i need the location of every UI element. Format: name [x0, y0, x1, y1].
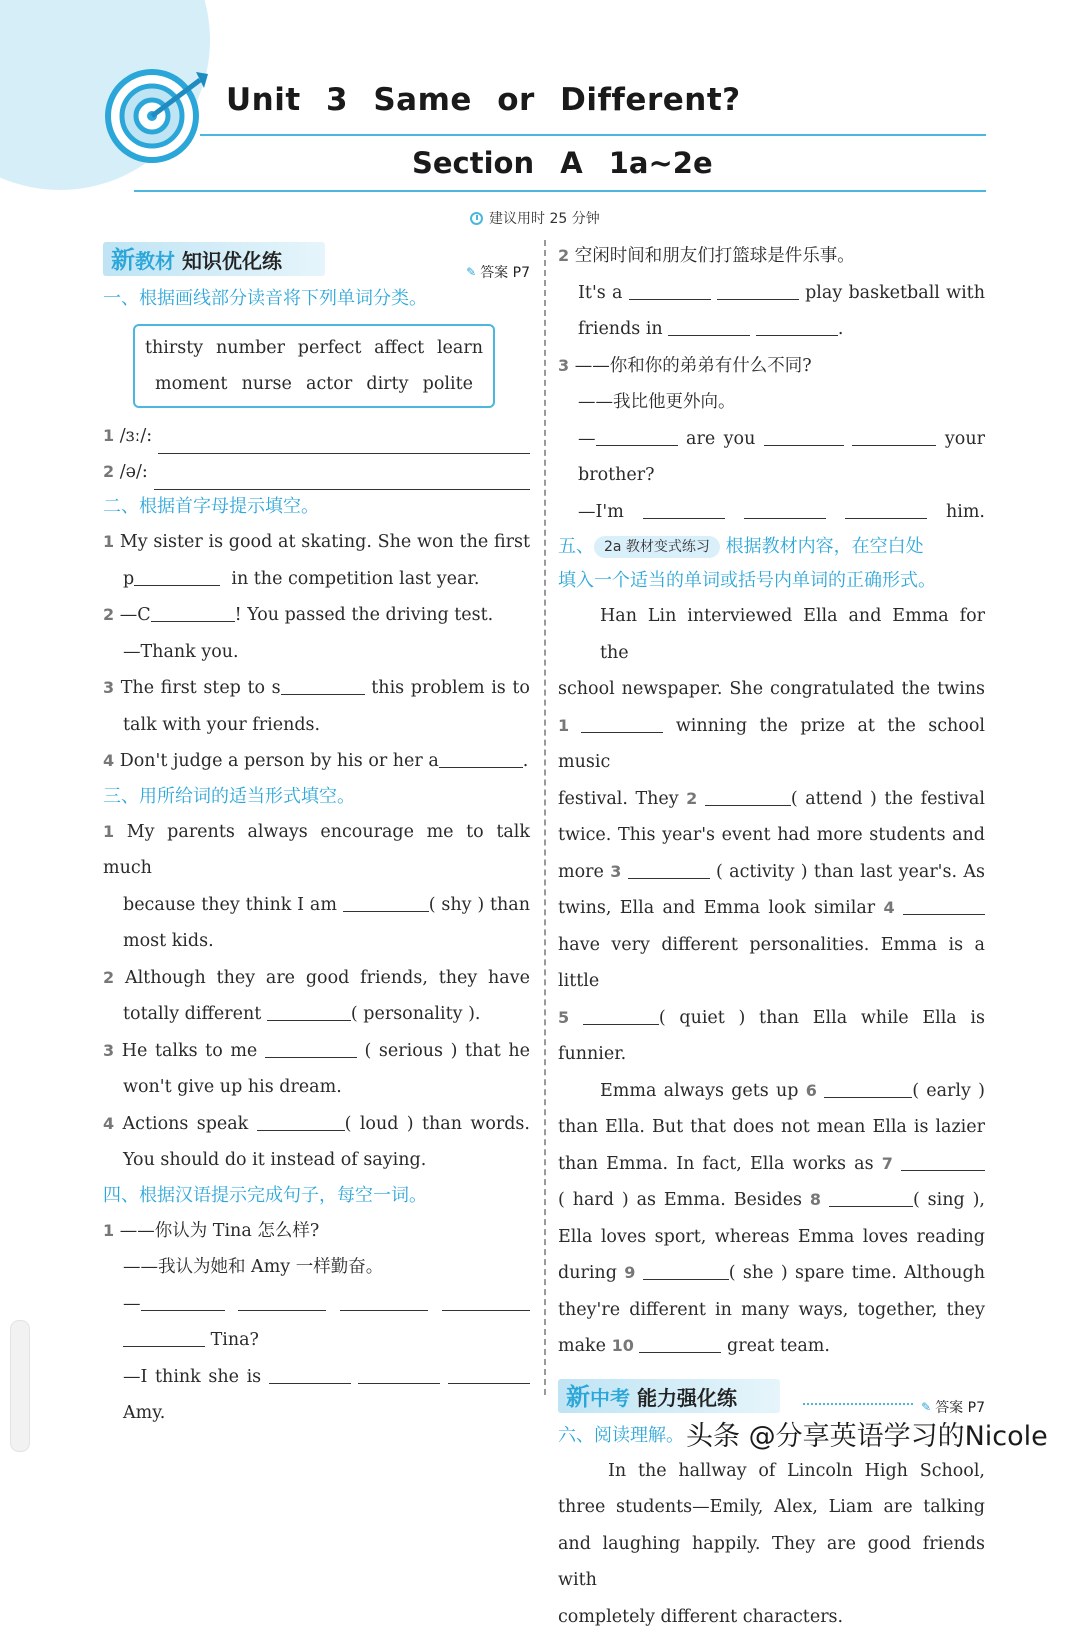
blank[interactable] [829, 1188, 913, 1207]
blank[interactable] [134, 567, 220, 586]
textbook-banner: 新教材 知识优化练 ✎ 答案 P7 [103, 238, 530, 282]
blank[interactable] [265, 1039, 357, 1058]
blank[interactable] [845, 500, 927, 519]
column-divider [544, 240, 546, 1395]
section-2-title: 二、根据首字母提示填空。 [103, 496, 319, 517]
answer-line[interactable] [158, 439, 530, 454]
blank[interactable] [852, 427, 936, 446]
blank[interactable] [705, 787, 791, 806]
section-4-title: 四、根据汉语提示完成句子，每空一词。 [103, 1184, 427, 1206]
left-column: 新教材 知识优化练 ✎ 答案 P7 一、根据画线部分读音将下列单词分类。 thirsty number perfect affect learn moment nurse actor dirty polite 1 /ɜː/: 2 /ə/: 二、根据首字母提示填空。 1 My sister is good at skating. She won the first p in the competition last year. 2 —C ! You passed the driving test. —Thank you. 3 The first step to s this problem is to talk with your friends. 4 Don't judge a person by his or her a . 三、用所给词的适当形式填空。 1 My parents always encourage me to talk much because they think I am ( shy ) than most kids. 2 Although they are good friends, they have totally different ( personality ). 3 He talks to me ( serious ) that he won't give up his dream. 4 Actions speak ( loud ) than words. You should do it instead of saying. 四、根据汉语提示完成句子，每空一词。 1 ——你认为 Tina 怎么样? ——我认为她和 Amy 一样勤奋。 — Tina? —I think she is Amy. [103, 238, 530, 1432]
blank[interactable] [717, 281, 799, 300]
blank[interactable] [439, 749, 523, 768]
blank[interactable] [257, 1112, 345, 1131]
blank[interactable] [629, 281, 711, 300]
blank[interactable] [596, 427, 678, 446]
blank[interactable] [269, 1365, 351, 1384]
scroll-handle[interactable] [10, 1320, 30, 1452]
blank[interactable] [643, 1261, 729, 1280]
section-5-title: 五、 2a 教材变式练习 根据教材内容，在空白处 [558, 536, 924, 557]
blank[interactable] [903, 896, 985, 915]
blank[interactable] [281, 676, 365, 695]
blank[interactable] [824, 1079, 912, 1098]
section-3-title: 三、用所给词的适当形式填空。 [103, 785, 355, 807]
blank[interactable] [628, 860, 710, 879]
blank[interactable] [238, 1292, 326, 1311]
pron-answer-2: 2 /ə/: [103, 454, 530, 490]
answer-ref: ✎ 答案 P7 [803, 1397, 985, 1417]
blank[interactable] [141, 1292, 225, 1311]
blank[interactable] [756, 317, 838, 336]
section-rule [134, 190, 986, 192]
target-icon [100, 66, 210, 166]
pen-icon: ✎ [921, 1399, 932, 1414]
section-6-title: 六、阅读理解。 [558, 1424, 684, 1446]
blank[interactable] [442, 1292, 530, 1311]
section-1-title: 一、根据画线部分读音将下列单词分类。 [103, 288, 427, 309]
title-rule [200, 134, 986, 136]
blank[interactable] [744, 500, 826, 519]
blank[interactable] [764, 427, 844, 446]
section-title: Section A 1a~2e [412, 146, 713, 180]
blank[interactable] [151, 603, 235, 622]
answer-ref: ✎ 答案 P7 [466, 265, 530, 281]
word-box: thirsty number perfect affect learn moment nurse actor dirty polite [133, 324, 495, 408]
pen-icon: ✎ [466, 265, 477, 279]
pron-answer-1: 1 /ɜː/: [103, 418, 530, 454]
clock-icon [470, 212, 483, 225]
answer-line[interactable] [154, 475, 530, 490]
right-column: 2 空闲时间和朋友们打篮球是件乐事。 It's a play basketball with friends in . 3 ——你和你的弟弟有什么不同? ——我比他更外向。 — are you your brother? —I'm him. 五、 2a 教材变式练习 根据教材内容，在空白处 填入一个适当的单词或括号内单词的正确形式。 Han Lin interviewed Ella and Emma for the school newspaper. She congratulated the twins 1 winning the prize at the school music festival. They 2 ( attend ) the festival twice. This year's event had more students and more 3 ( activity ) than last year's. As twins, Ella and Emma look similar 4 have very different personalities. Emma is a little 5 ( quiet ) than Ella while Ella is funnier. Emma always gets up 6 ( early ) than Ella. But that does not mean Ella is lazier than Emma. In fact, Ella works as 7 ( hard ) as Emma. Besides 8 ( sing ), Ella loves sport, whereas Emma loves reading during 9 ( she ) spare time. Although they're different in many ways, together, they make 10 great team. 新中考 能力强化练 ✎ 答案 P7 六、阅读理解。 In the hallway of Lincoln High School, three students—Emily, Alex, Liam are talking and laughing happily. They are good friends with completely different characters. [558, 246, 985, 1627]
unit-title: Unit 3 Same or Different? [226, 82, 741, 118]
blank[interactable] [123, 1328, 205, 1347]
time-suggestion: 建议用时 25 分钟 [470, 208, 600, 228]
blank[interactable] [358, 1365, 440, 1384]
variant-pill: 2a 教材变式练习 [594, 536, 720, 558]
blank[interactable] [343, 893, 429, 912]
blank[interactable] [668, 317, 750, 336]
blank[interactable] [448, 1365, 530, 1384]
blank[interactable] [583, 1006, 659, 1025]
watermark: 头条 @分享英语学习的Nicole [686, 1421, 1048, 1452]
blank[interactable] [643, 500, 725, 519]
blank[interactable] [639, 1334, 721, 1353]
blank[interactable] [901, 1152, 985, 1171]
blank[interactable] [581, 714, 663, 733]
blank[interactable] [267, 1002, 351, 1021]
exam-banner: 新中考 能力强化练 ✎ 答案 P7 [558, 1375, 985, 1419]
blank[interactable] [340, 1292, 428, 1311]
